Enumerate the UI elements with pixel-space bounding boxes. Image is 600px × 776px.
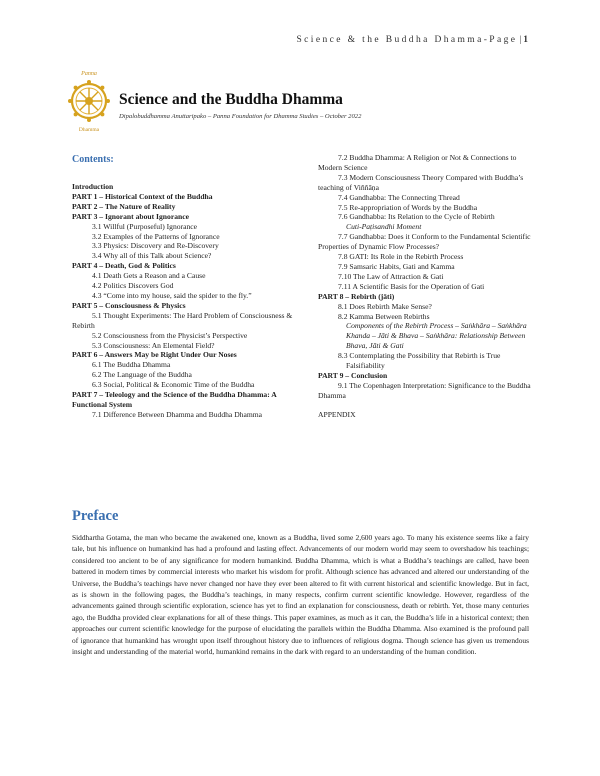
toc-section-link[interactable]: 3.3 Physics: Discovery and Re-Discovery — [92, 241, 219, 251]
toc-section-link[interactable]: 8.1 Does Rebirth Make Sense? — [338, 301, 432, 311]
toc-section-link[interactable]: 3.2 Examples of the Patterns of Ignorance — [92, 231, 220, 241]
toc-section-link[interactable]: 7.5 Re-appropriation of Words by the Buddha — [338, 202, 478, 212]
toc-part-heading[interactable]: Introduction — [72, 182, 114, 191]
toc-section-link[interactable]: 7.8 GATI: Its Role in the Rebirth Process — [338, 252, 464, 262]
logo-bottom-text: Dhamma — [78, 127, 100, 133]
toc-part-heading[interactable]: PART 9 – Conclusion — [318, 370, 388, 380]
toc-section-link[interactable]: 6.2 The Language of the Buddha — [92, 370, 192, 380]
toc-section-link[interactable]: 7.4 Gandhabba: The Connecting Thread — [338, 192, 460, 202]
toc-section-link[interactable]: 3.4 Why all of this Talk about Science? — [92, 251, 212, 261]
toc-part-heading[interactable]: PART 7 – Teleology and the Science of the Buddha Dhamma: A Functional System — [72, 390, 277, 409]
toc-entry[interactable]: APPENDIX — [318, 409, 356, 419]
preface-heading: Preface — [72, 508, 119, 524]
toc-part-heading[interactable]: PART 6 – Answers May be Right Under Our Noses — [72, 350, 237, 360]
toc-section-link[interactable]: 7.9 Samsaric Habits, Gati and Kamma — [338, 261, 455, 271]
toc-part-heading[interactable]: PART 5 – Consciousness & Physics — [72, 300, 186, 310]
page-number: 1 — [523, 35, 528, 45]
preface-body: Siddhartha Gotama, the man who became the awakened one, known as a Buddha, lived some 2,600 years ago. To many his existence seems like a fairy tale, but his influence on humankind has had a profound and lasting effect. Advancements of our modern world may seem to overshadow his teachings; considered too ancient to be of any significance for modern humankind. Buddha Dhamma, which is what a Buddha’s teachings are called, have been battered in modern times by commercial interests who market his wisdom for profit. Although science has advanced and altered our understanding of the Universe, the Buddha’s teachings have never changed nor have they ever been altered to fit with current historical and scientific knowledge. But in fact, as is shown in the following pages, the Buddha’s teachings, in many respects, confirm current scientific knowledge. However, regardless of the advancements gained through scientific exploration, science has yet to find an explanation for consciousness, death or rebirth. Yet, those many centuries ago, the Buddha provided clear explanations for all of these things. This paper examines, as much as it can, the Buddha’s life in a historical context; then approaches our current scientific knowledge for the purpose of elucidating the parallels within the Buddha Dhamma. Also examined is the profound pall of ignorance that humankind has wrought upon itself throughout history due to influences of religious dogma. Though science has given us tremendous insight and understanding of the material world, humankind remains in the dark with regard to an understanding of the human condition. — [72, 533, 529, 657]
wheel-icon — [68, 80, 110, 122]
running-title: Science & the Buddha Dhamma-Page — [296, 35, 518, 45]
toc-section-link[interactable]: 5.2 Consciousness from the Physicist’s Perspective — [92, 330, 248, 340]
toc-section-link[interactable]: 8.2 Kamma Between Rebirths — [338, 311, 430, 321]
toc-section-link[interactable]: 5.1 Thought Experiments: The Hard Problem of Consciousness & Rebirth — [72, 310, 293, 330]
toc-section-link[interactable]: 6.3 Social, Political & Economic Time of the Buddha — [92, 380, 255, 390]
toc-subsection-link[interactable]: Cuti-Paṭisandhi Moment — [346, 222, 422, 232]
toc-section-link[interactable]: 7.6 Gandhabba: Its Relation to the Cycle of Rebirth — [338, 212, 495, 222]
toc-section-link[interactable]: 4.1 Death Gets a Reason and a Cause — [92, 271, 206, 281]
header-separator: | — [519, 35, 522, 45]
toc-section-link[interactable]: 4.3 “Come into my house, said the spider to the fly.” — [92, 290, 252, 300]
logo-top-text: Panna — [81, 71, 97, 77]
toc-section-link[interactable]: 8.3 Contemplating the Possibility that Rebirth is True — [338, 351, 501, 361]
toc-right-column — [318, 153, 538, 420]
document-subtitle: Dipalobuddhamma Anuttaripako – Panna Foundation for Dhamma Studies – October 2022 — [119, 113, 362, 120]
toc-subsection-link[interactable]: Falsifiability — [346, 361, 385, 371]
toc-part-heading[interactable]: PART 1 – Historical Context of the Buddha — [72, 191, 213, 201]
running-header — [297, 35, 529, 45]
toc-section-link[interactable]: 7.3 Modern Consciousness Theory Compared with Buddha’s teaching of Viññāṇa — [318, 172, 524, 192]
toc-section-link[interactable]: 7.10 The Law of Attraction & Gati — [338, 271, 444, 281]
toc-section-link[interactable]: 7.1 Difference Between Dhamma and Buddha Dhamma — [92, 409, 263, 419]
document-title: Science and the Buddha Dhamma — [119, 91, 343, 108]
toc-part-heading[interactable]: PART 3 – Ignorant about Ignorance — [72, 211, 189, 221]
dhamma-wheel-logo — [67, 68, 111, 134]
toc-section-link[interactable]: 6.1 The Buddha Dhamma — [92, 360, 171, 370]
toc-section-link[interactable]: 9.1 The Copenhagen Interpretation: Significance to the Buddha Dhamma — [318, 380, 531, 400]
toc-spacer — [318, 401, 538, 410]
toc-part-heading[interactable]: PART 2 – The Nature of Reality — [72, 201, 176, 211]
toc-section-link[interactable]: 4.2 Politics Discovers God — [92, 281, 174, 291]
toc-section-link[interactable]: 7.7 Gandhabba: Does it Conform to the Fundamental Scientific Properties of Dynamic Flow Processes? — [318, 232, 531, 252]
toc-left-column — [72, 182, 302, 420]
toc-section-link[interactable]: 3.1 Willful (Purposeful) Ignorance — [92, 221, 197, 231]
toc-part-heading[interactable]: PART 4 – Death, God & Politics — [72, 261, 176, 271]
toc-section-link[interactable]: 5.3 Consciousness: An Elemental Field? — [92, 340, 215, 350]
contents-heading: Contents: — [72, 154, 114, 165]
toc-part-heading[interactable]: PART 8 – Rebirth (jāti) — [318, 291, 395, 301]
toc-section-link[interactable]: 7.11 A Scientific Basis for the Operation of Gati — [338, 281, 485, 291]
toc-subsection-link[interactable]: Components of the Rebirth Process – Saṅkhāra – Saṅkhāra Khanda – Jāti & Bhava – Saṅkhāra: Relationship Between Bhava, Jāti & Gati — [346, 321, 527, 351]
toc-section-link[interactable]: 7.2 Buddha Dhamma: A Religion or Not & Connections to Modern Science — [318, 153, 517, 172]
